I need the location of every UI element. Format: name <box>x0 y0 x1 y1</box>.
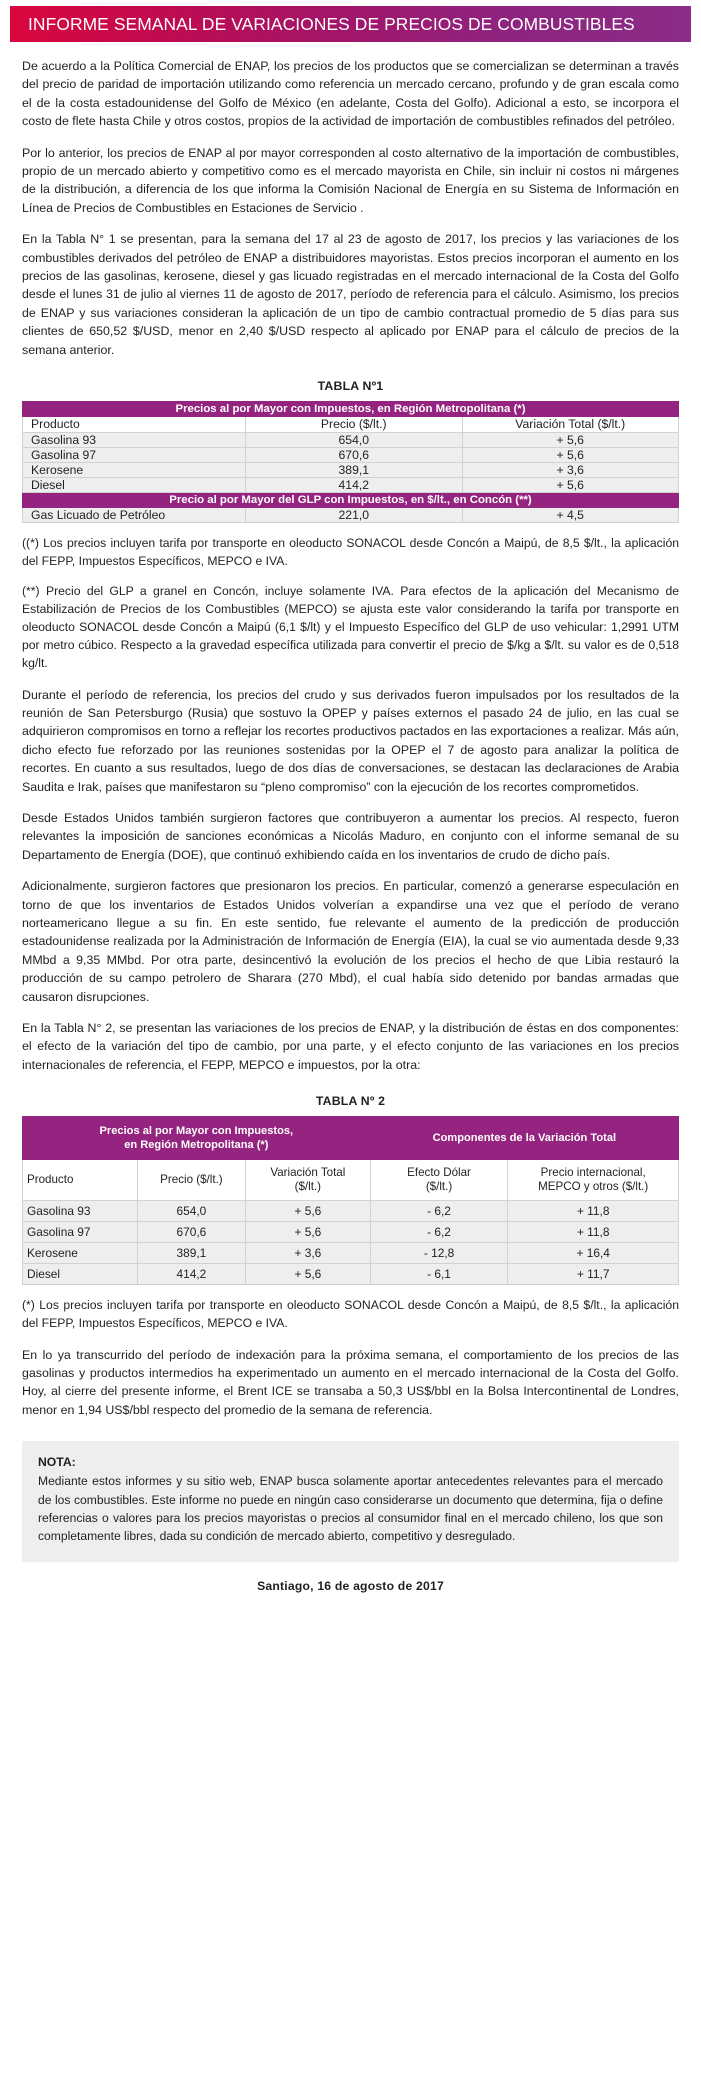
cell-variacion: + 5,6 <box>246 1264 371 1285</box>
table1-section-header: Precios al por Mayor con Impuestos, en Región Metropolitana (*) <box>23 402 679 417</box>
cell-efecto-dolar: - 6,2 <box>370 1201 508 1222</box>
cell-precio: 414,2 <box>246 478 462 493</box>
table2-col-producto: Producto <box>23 1160 138 1201</box>
table-1 <box>22 401 679 523</box>
cell-variacion: + 5,6 <box>246 1201 371 1222</box>
table1-col-precio: Precio ($/lt.) <box>246 417 462 433</box>
cell-precio: 654,0 <box>246 433 462 448</box>
table-row <box>23 1201 679 1222</box>
nota-box <box>22 1441 679 1562</box>
cell-precio-internacional: + 11,8 <box>508 1201 679 1222</box>
cell-efecto-dolar: - 12,8 <box>370 1243 508 1264</box>
table2-caption: TABLA Nº 2 <box>315 1094 386 1109</box>
table2-column-header-row <box>23 1160 679 1201</box>
footnote-asterisk-3: (*) Los precios incluyen tarifa por transporte en oleoducto SONACOL desde Concón a Maipú, de 8,5 $/lt., la aplicación del FEPP, Impuestos Específicos, MEPCO e IVA. <box>22 1298 679 1331</box>
cell-variacion: + 5,6 <box>462 433 679 448</box>
table-row <box>23 478 679 493</box>
table-row <box>23 1222 679 1243</box>
cell-variacion: + 3,6 <box>462 463 679 478</box>
table1-section-header-row <box>23 402 679 417</box>
cell-producto: Kerosene <box>23 1243 138 1264</box>
cell-producto: Kerosene <box>23 463 246 478</box>
table1-column-header-row <box>23 417 679 433</box>
table-row <box>23 1243 679 1264</box>
table2-col-efecto-line2: ($/lt.) <box>425 1180 453 1194</box>
cell-producto: Diesel <box>23 1264 138 1285</box>
cell-precio: 389,1 <box>246 463 462 478</box>
cell-precio: 670,6 <box>137 1222 245 1243</box>
report-body <box>0 57 701 1593</box>
table1-glp-header: Precio al por Mayor del GLP con Impuestos, en $/lt., en Concón (**) <box>23 493 679 508</box>
page-title: INFORME SEMANAL DE VARIACIONES DE PRECIOS DE COMBUSTIBLES <box>28 13 635 34</box>
table2-group-header-left-line2: en Región Metropolitana (*) <box>124 1139 269 1152</box>
table2-col-efecto-dolar <box>370 1160 508 1201</box>
cell-precio: 414,2 <box>137 1264 245 1285</box>
table-2 <box>22 1116 679 1285</box>
cell-precio-internacional: + 11,7 <box>508 1264 679 1285</box>
paragraph-table2-intro: En la Tabla N° 2, se presentan las variaciones de los precios de ENAP, y la distribución de éstas en dos componentes: el efecto de la variación del tipo de cambio, por una parte, y el efecto conjunto de las variaciones en los precios internacionales de referencia, el FEPP, MEPCO e impuestos, por la otra: <box>22 1021 679 1072</box>
table1-glp-header-row <box>23 493 679 508</box>
nota-title: NOTA: <box>38 1455 76 1470</box>
paragraph-market-1: Durante el período de referencia, los precios del crudo y sus derivados fueron impulsados por los resultados de la reunión de San Petersburgo (Rusia) que sostuvo la OPEP y países externos el pasado 24 de julio, en las cual se adquirieron compromisos en torno a reflejar los recortes productivos pactados en las exportaciones a realizar. Más aún, dicho efecto fue reforzado por las reuniones sostenidas por la OPEP el 7 de agosto para analizar la política de recortes. En cuanto a sus resultados, luego de dos días de conversaciones, se destacan las declaraciones de Arabia Saudita e Irak, países que manifestaron su “pleno compromiso” con la ejecución de los recortes comprometidos. <box>22 687 679 794</box>
table-row <box>23 433 679 448</box>
cell-precio: 389,1 <box>137 1243 245 1264</box>
paragraph-market-2: Desde Estados Unidos también surgieron factores que contribuyeron a aumentar los precios. Al respecto, fueron relevantes la imposición de sanciones económicas a Nicolás Maduro, en conjunto con el informe semanal de su Departamento de Energía (DOE), que continuó exhibiendo caída en los inventarios de crudo de dicho país. <box>22 810 679 862</box>
paragraph-intro-2: Por lo anterior, los precios de ENAP al por mayor corresponden al costo alternativo de la importación de combustibles, propio de un mercado abierto y competitivo como es el mercado mayorista en Chile, sin incluir ni costos ni márgenes de la distribución, a diferencia de los que informa la Comisión Nacional de Energía en su Sistema de Información en Línea de Precios de Combustibles en Estaciones de Servicio . <box>22 145 679 215</box>
table1-col-producto: Producto <box>23 417 246 433</box>
table2-group-header-left <box>23 1117 371 1160</box>
table-row <box>23 448 679 463</box>
cell-variacion: + 5,6 <box>462 478 679 493</box>
footnote-asterisk-1: ((*) Los precios incluyen tarifa por transporte en oleoducto SONACOL desde Concón a Maipú, de 8,5 $/lt., la aplicación del FEPP, Impuestos Específicos, MEPCO e IVA. <box>22 536 679 569</box>
table-row <box>23 508 679 523</box>
footnote-asterisk-2: (**) Precio del GLP a granel en Concón, incluye solamente IVA. Para efectos de la aplicación del Mecanismo de Estabilización de Precios de los Combustibles (MEPCO) se ajusta este valor considerando la tarifa por transporte en oleoducto SONACOL desde Concón a Maipú (6,1 $/lt) y el Impuesto Específico del GLP de uso vehicular: 1,2991 UTM por metro cúbico. Respecto a la gravedad específica utilizada para convertir el precio de $/kg a $/lt. su valor es de 0,518 kg/lt. <box>22 583 679 671</box>
cell-producto: Gasolina 93 <box>23 433 246 448</box>
cell-producto: Diesel <box>23 478 246 493</box>
cell-precio: 221,0 <box>246 508 462 523</box>
table2-group-header-right: Componentes de la Variación Total <box>370 1117 678 1160</box>
table2-group-header-row <box>23 1117 679 1160</box>
table1-col-variacion: Variación Total ($/lt.) <box>462 417 679 433</box>
cell-precio: 670,6 <box>246 448 462 463</box>
cell-variacion: + 5,6 <box>246 1222 371 1243</box>
table2-col-variacion <box>246 1160 371 1201</box>
table2-col-variacion-line2: ($/lt.) <box>294 1180 322 1194</box>
table2-col-variacion-line1: Variación Total <box>270 1166 346 1180</box>
table-row <box>23 1264 679 1285</box>
report-header-banner <box>10 6 691 42</box>
cell-efecto-dolar: - 6,1 <box>370 1264 508 1285</box>
cell-precio-internacional: + 16,4 <box>508 1243 679 1264</box>
table2-col-precio: Precio ($/lt.) <box>137 1160 245 1201</box>
paragraph-intro-1: De acuerdo a la Política Comercial de ENAP, los precios de los productos que se comercializan se determinan a través del precio de paridad de importación utilizando como referencia un mercado cercano, profundo y de gran escala como el de la costa estadounidense del Golfo de México (en adelante, Costa del Golfo). Adicional a esto, se incorpora el costo de flete hasta Chile y otros costos, propios de la actividad de importación de combustibles refinados del petróleo. <box>22 59 679 129</box>
paragraph-closing: En lo ya transcurrido del período de indexación para la próxima semana, el comportamiento de los precios de las gasolinas y productos intermedios ha experimentado un aumento en el mercado internacional de la Costa del Golfo. Hoy, al cierre del presente informe, el Brent ICE se transaba a 50,3 US$/bbl en la Bolsa Intercontinental de Londres, menor en 1,94 US$/bbl respecto del promedio de la semana de referencia. <box>22 1347 679 1417</box>
table-row <box>23 463 679 478</box>
table2-col-intl-line2: MEPCO y otros ($/lt.) <box>538 1180 649 1194</box>
cell-efecto-dolar: - 6,2 <box>370 1222 508 1243</box>
paragraph-market-3: Adicionalmente, surgieron factores que presionaron los precios. En particular, comenzó a generarse especulación en torno de que los inventarios de Estados Unidos volverían a expandirse una vez que el período de verano norteamericano llegue a su fin. En este sentido, fue relevante el aumento de la predicción de producción estadounidense realizada por la Administración de Información de Energía (EIA), la cual se vio aumentada desde 9,33 MMbd a 9,35 MMbd. Por otra parte, desincentivó la evolución de los precios el hecho de que Libia restauró la producción de su campo petrolero de Sharara (270 Mbd), el cual había sido detenido por bandas armadas que causaron disrupciones. <box>22 879 679 1004</box>
cell-precio: 654,0 <box>137 1201 245 1222</box>
report-page <box>0 6 701 1609</box>
cell-producto: Gas Licuado de Petróleo <box>23 508 246 523</box>
table2-col-efecto-line1: Efecto Dólar <box>407 1166 471 1180</box>
cell-variacion: + 3,6 <box>246 1243 371 1264</box>
cell-precio-internacional: + 11,8 <box>508 1222 679 1243</box>
cell-variacion: + 5,6 <box>462 448 679 463</box>
cell-variacion: + 4,5 <box>462 508 679 523</box>
table1-caption: TABLA Nº1 <box>317 379 384 394</box>
cell-producto: Gasolina 93 <box>23 1201 138 1222</box>
paragraph-intro-3: En la Tabla N° 1 se presentan, para la semana del 17 al 23 de agosto de 2017, los precios y las variaciones de los combustibles derivados del petróleo de ENAP a distribuidores mayoristas. Estos precios incorporan el aumento en los precios de las gasolinas, kerosene, diesel y gas licuado registradas en el mercado internacional de la Costa del Golfo desde el lunes 31 de julio al viernes 11 de agosto de 2017, período de referencia para el cálculo. Asimismo, los precios de ENAP y sus variaciones consideran la aplicación de un tipo de cambio contractual promedio de 5 días para sus clientes de 650,52 $/USD, menor en 2,40 $/USD respecto al aplicado por ENAP para el cálculo de precios de la semana anterior. <box>22 232 679 357</box>
cell-producto: Gasolina 97 <box>23 448 246 463</box>
cell-producto: Gasolina 97 <box>23 1222 138 1243</box>
table2-col-precio-internacional <box>508 1160 679 1201</box>
table2-group-header-left-line1: Precios al por Mayor con Impuestos, <box>99 1125 294 1138</box>
nota-text: Mediante estos informes y su sitio web, ENAP busca solamente aportar antecedentes relevantes para el mercado de los combustibles. Este informe no puede en ningún caso considerarse un documento que determina, fija o define referencias o valores para los precios mayoristas o precios al consumidor final en el mercado chileno, los que son completamente libres, dada su condición de mercado abierto, competitivo y desregulado. <box>38 1474 663 1544</box>
table2-col-intl-line1: Precio internacional, <box>540 1166 646 1180</box>
signature-line: Santiago, 16 de agosto de 2017 <box>257 1578 444 1593</box>
